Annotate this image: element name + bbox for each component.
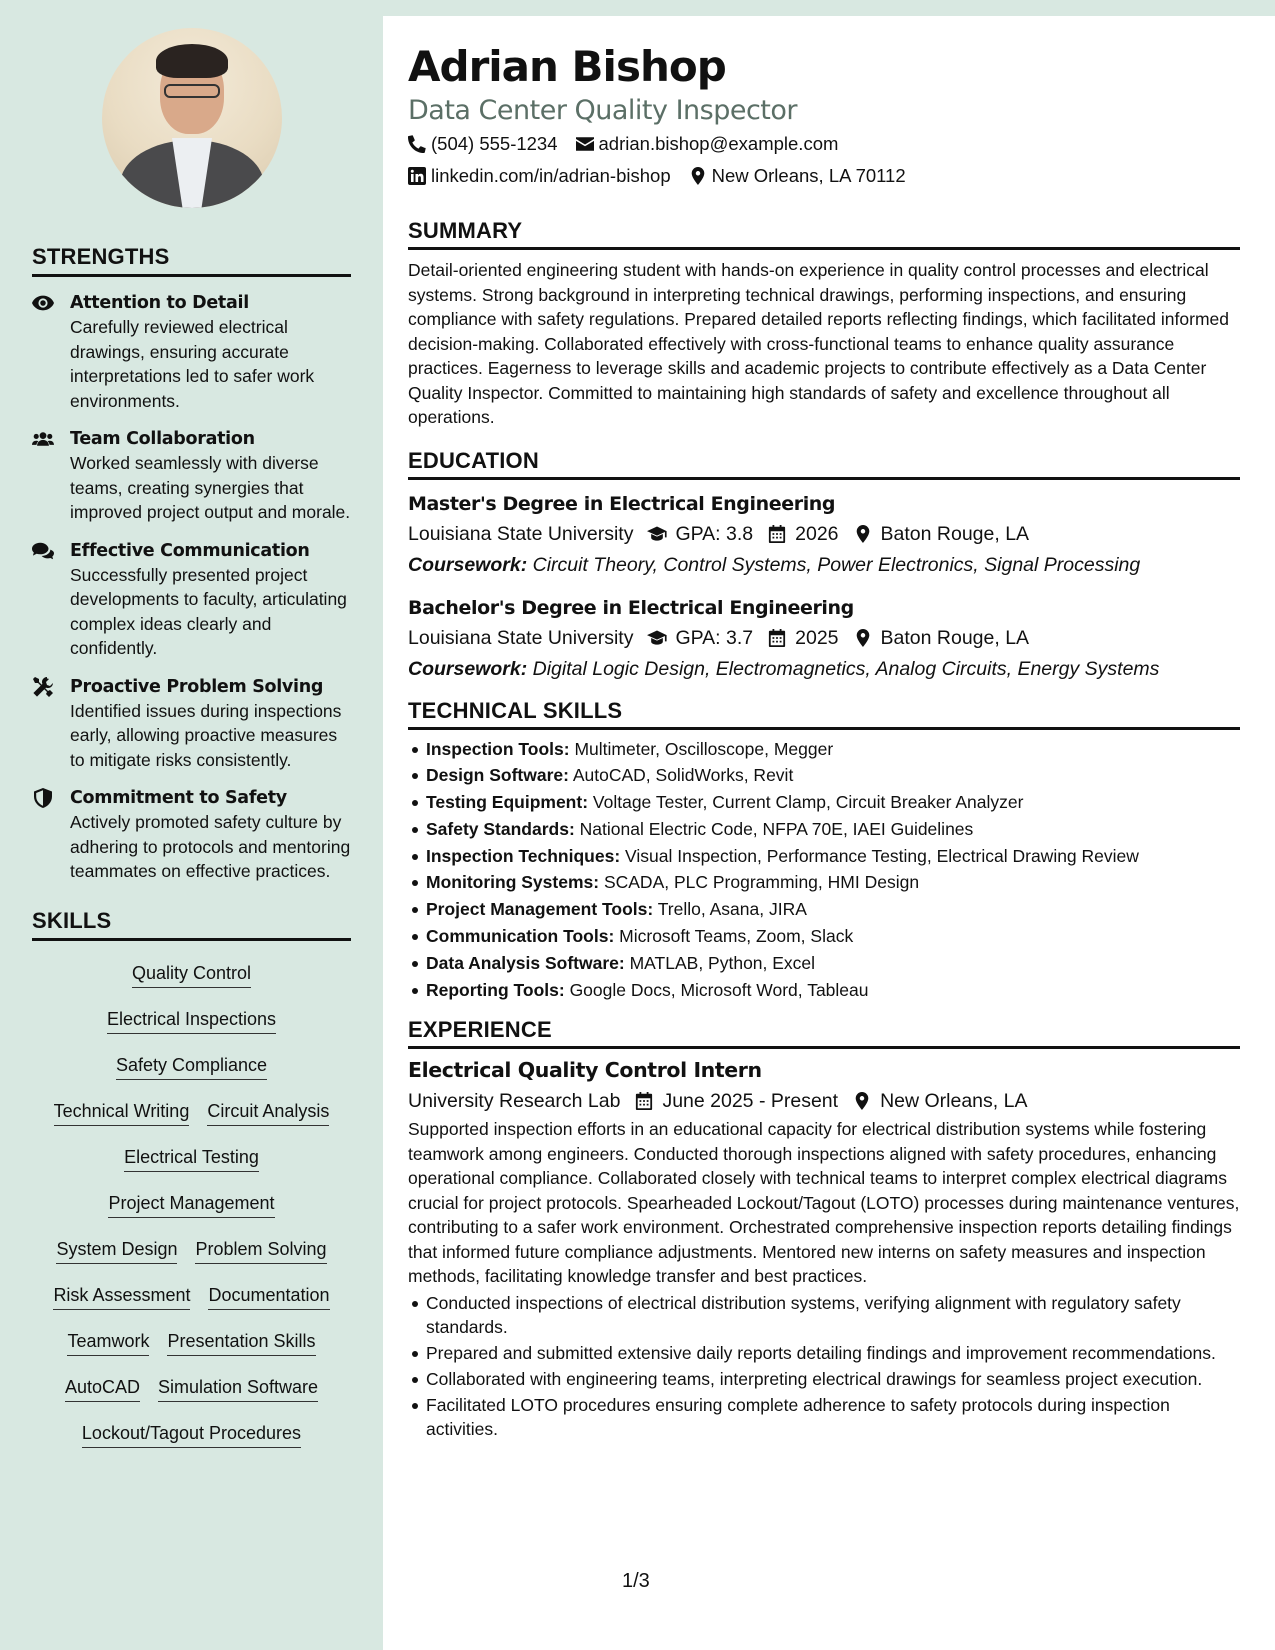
skill-tag: Presentation Skills	[167, 1329, 315, 1356]
skill-tag: AutoCAD	[65, 1375, 140, 1402]
technical-skills-section	[408, 698, 1240, 1004]
skill-tag: Documentation	[208, 1283, 329, 1310]
year-item	[767, 622, 838, 654]
job-company: University Research Lab	[408, 1090, 621, 1113]
phone-contact[interactable]	[408, 128, 558, 160]
coursework-list: Digital Logic Design, Electromagnetics, Analog Circuits, Energy Systems	[532, 657, 1160, 680]
education-meta	[408, 622, 1240, 654]
job-bullets	[408, 1291, 1240, 1441]
map-marker-icon	[689, 167, 707, 185]
gpa-item	[647, 518, 753, 550]
graduation-cap-icon	[647, 525, 667, 543]
job-title: Electrical Quality Control Intern	[408, 1058, 762, 1083]
skill-category: Design Software:	[426, 765, 569, 786]
skills-list	[32, 959, 351, 1467]
skill-values: SCADA, PLC Programming, HMI Design	[603, 872, 920, 893]
contact-row-2	[408, 160, 1240, 192]
job-dates-item	[634, 1085, 838, 1117]
skill-values: Multimeter, Oscilloscope, Megger	[574, 738, 834, 759]
list-item	[408, 789, 1240, 816]
strength-desc: Worked seamlessly with diverse teams, creating synergies that improved project output and morale.	[70, 453, 351, 522]
coursework-label: Coursework:	[408, 657, 528, 680]
linkedin-icon	[408, 167, 426, 185]
location-contact	[689, 160, 906, 192]
skill-tag: Circuit Analysis	[207, 1099, 329, 1126]
skill-tag: Risk Assessment	[53, 1283, 190, 1310]
education-item	[408, 594, 1240, 684]
coursework-label: Coursework:	[408, 553, 528, 576]
job-location: New Orleans, LA	[880, 1090, 1028, 1113]
technical-skills-list	[408, 736, 1240, 1004]
gpa: GPA: 3.8	[675, 522, 754, 545]
list-item: Facilitated LOTO procedures ensuring complete adherence to safety protocols during inspection activities.	[408, 1393, 1240, 1441]
coursework	[408, 654, 1240, 684]
calendar-icon	[767, 525, 787, 543]
job-location-item	[852, 1085, 1027, 1117]
skill-category: Project Management Tools:	[426, 899, 654, 920]
grad-year: 2025	[795, 626, 839, 649]
strength-item	[32, 427, 351, 525]
page-number: 1/3	[622, 1570, 650, 1592]
list-item	[408, 869, 1240, 896]
degree-title: Bachelor's Degree in Electrical Engineering	[408, 596, 854, 619]
skill-category: Inspection Techniques:	[426, 845, 621, 866]
coursework-list: Circuit Theory, Control Systems, Power Electronics, Signal Processing	[532, 553, 1141, 576]
strength-desc: Successfully presented project developments to faculty, articulating complex ideas clearly and confidently.	[70, 564, 347, 658]
edu-location-item	[853, 622, 1030, 654]
list-item	[408, 762, 1240, 789]
skills-section	[32, 908, 351, 1467]
shield-icon	[32, 786, 70, 884]
calendar-icon	[634, 1092, 654, 1110]
gpa-item	[647, 622, 753, 654]
school-name: Louisiana State University	[408, 522, 634, 545]
skill-values: AutoCAD, SolidWorks, Revit	[572, 765, 794, 786]
edu-location: Baton Rouge, LA	[880, 626, 1030, 649]
strength-item	[32, 291, 351, 413]
skill-category: Inspection Tools:	[426, 738, 570, 759]
coursework	[408, 550, 1240, 580]
year-item	[767, 518, 838, 550]
edu-location: Baton Rouge, LA	[880, 522, 1030, 545]
strength-item	[32, 786, 351, 884]
job-dates: June 2025 - Present	[662, 1090, 839, 1113]
skill-category: Communication Tools:	[426, 926, 615, 947]
grad-year: 2026	[795, 522, 839, 545]
edu-location-item	[853, 518, 1030, 550]
list-item: Conducted inspections of electrical distribution systems, verifying alignment with regulatory safety standards.	[408, 1291, 1240, 1339]
skill-tag: Electrical Inspections	[107, 1007, 276, 1034]
contact-row	[408, 128, 1240, 160]
graduation-cap-icon	[647, 629, 667, 647]
calendar-icon	[767, 629, 787, 647]
skill-category: Testing Equipment:	[426, 792, 589, 813]
profile-photo	[102, 28, 282, 208]
list-item: Collaborated with engineering teams, interpreting electrical drawings for seamless project execution.	[408, 1367, 1240, 1391]
map-marker-icon	[853, 629, 873, 647]
email-address: adrian.bishop@example.com	[598, 133, 839, 154]
skill-category: Monitoring Systems:	[426, 872, 600, 893]
email-contact[interactable]	[576, 128, 839, 160]
skill-category: Safety Standards:	[426, 818, 575, 839]
candidate-title: Data Center Quality Inspector	[408, 95, 798, 126]
strengths-title: STRENGTHS	[32, 244, 351, 277]
candidate-name: Adrian Bishop	[408, 42, 726, 91]
skill-category: Reporting Tools:	[426, 979, 565, 1000]
strength-title: Attention to Detail	[70, 293, 249, 313]
summary-text: Detail-oriented engineering student with hands-on experience in quality control processes and electrical systems. Strong background in interpreting technical drawings, performing inspections, and ensuring compliance with safety regulations. Prepared detailed reports reflecting findings, which facilitated informed decision-making. Collaborated effectively with cross-functional teams to enhance quality assurance practices. Eagerness to leverage skills and academic projects to contribute effectively as a Data Center Quality Inspector. Committed to maintaining high standards of safety and excellence throughout all operations.	[408, 260, 1229, 427]
skill-tag: Problem Solving	[195, 1237, 326, 1264]
skill-tag: Safety Compliance	[116, 1053, 267, 1080]
strengths-section	[32, 244, 351, 884]
skill-tag: Project Management	[108, 1191, 274, 1218]
skill-tag: Teamwork	[67, 1329, 149, 1356]
skill-tag: System Design	[56, 1237, 177, 1264]
list-item	[408, 923, 1240, 950]
linkedin-contact[interactable]	[408, 160, 671, 192]
list-item	[408, 977, 1240, 1004]
skill-values: Visual Inspection, Performance Testing, Electrical Drawing Review	[625, 845, 1139, 866]
strength-desc: Actively promoted safety culture by adhering to protocols and mentoring teammates on effective practices.	[70, 812, 351, 881]
tools-icon	[32, 675, 70, 773]
skill-category: Data Analysis Software:	[426, 952, 625, 973]
education-section	[408, 448, 1240, 684]
job-meta	[408, 1085, 1240, 1117]
job-description: Supported inspection efforts in an educational capacity for electrical distribution systems while fostering teamwork among engineers. Conducted thorough inspections aligned with safety procedures, enhancing operational compliance. Collaborated closely with technical teams to interpret complex electrical diagrams crucial for project protocols. Spearheaded Lockout/Tagout (LOTO) processes during maintenance ventures, contributing to a safer work environment. Orchestrated comprehensive inspection reports detailing findings that informed future compliance adjustments. Mentored new interns on safety measures and inspection methods, facilitating knowledge transfer and best practices.	[408, 1119, 1240, 1287]
phone-icon	[408, 135, 426, 153]
technical-skills-title: TECHNICAL SKILLS	[408, 698, 1240, 730]
list-item	[408, 736, 1240, 763]
skill-tag: Lockout/Tagout Procedures	[82, 1421, 301, 1448]
school-name: Louisiana State University	[408, 626, 634, 649]
sidebar	[0, 0, 383, 1650]
skill-tag: Electrical Testing	[124, 1145, 259, 1172]
skill-tag: Technical Writing	[54, 1099, 190, 1126]
skill-values: MATLAB, Python, Excel	[629, 952, 816, 973]
skills-title: SKILLS	[32, 908, 351, 941]
comments-icon	[32, 539, 70, 661]
degree-title: Master's Degree in Electrical Engineering	[408, 492, 836, 515]
skill-values: Microsoft Teams, Zoom, Slack	[619, 926, 854, 947]
education-meta	[408, 518, 1240, 550]
list-item: Prepared and submitted extensive daily reports detailing findings and improvement recommendations.	[408, 1341, 1240, 1365]
phone-number: (504) 555-1234	[431, 133, 558, 154]
strength-desc: Identified issues during inspections early, allowing proactive measures to mitigate risks consistently.	[70, 700, 342, 770]
strength-title: Team Collaboration	[70, 429, 255, 449]
linkedin-url: linkedin.com/in/adrian-bishop	[431, 165, 671, 186]
gpa: GPA: 3.7	[675, 626, 754, 649]
strength-title: Commitment to Safety	[70, 788, 287, 808]
envelope-icon	[576, 135, 594, 153]
skill-values: Google Docs, Microsoft Word, Tableau	[569, 979, 869, 1000]
summary-section	[408, 218, 1240, 430]
experience-title: EXPERIENCE	[408, 1017, 1240, 1049]
list-item	[408, 843, 1240, 870]
education-title: EDUCATION	[408, 448, 1240, 480]
strength-item	[32, 675, 351, 773]
list-item	[408, 816, 1240, 843]
experience-section	[408, 1017, 1240, 1441]
users-icon	[32, 427, 70, 525]
skill-values: Trello, Asana, JIRA	[657, 899, 807, 920]
map-marker-icon	[853, 525, 873, 543]
location-text: New Orleans, LA 70112	[711, 165, 906, 186]
skill-values: National Electric Code, NFPA 70E, IAEI Guidelines	[579, 818, 974, 839]
skill-tag: Simulation Software	[158, 1375, 318, 1402]
skill-values: Voltage Tester, Current Clamp, Circuit Breaker Analyzer	[592, 792, 1024, 813]
skill-tag: Quality Control	[132, 961, 251, 988]
strength-title: Effective Communication	[70, 540, 310, 561]
education-item	[408, 490, 1240, 580]
list-item	[408, 950, 1240, 977]
strength-desc: Carefully reviewed electrical drawings, ensuring accurate interpretations led to safer work environments.	[70, 317, 315, 411]
list-item	[408, 896, 1240, 923]
map-marker-icon	[852, 1092, 872, 1110]
summary-title: SUMMARY	[408, 218, 1240, 250]
main-content	[408, 40, 1240, 1443]
eye-icon	[32, 291, 70, 413]
strength-title: Proactive Problem Solving	[70, 676, 324, 697]
strength-item	[32, 539, 351, 661]
